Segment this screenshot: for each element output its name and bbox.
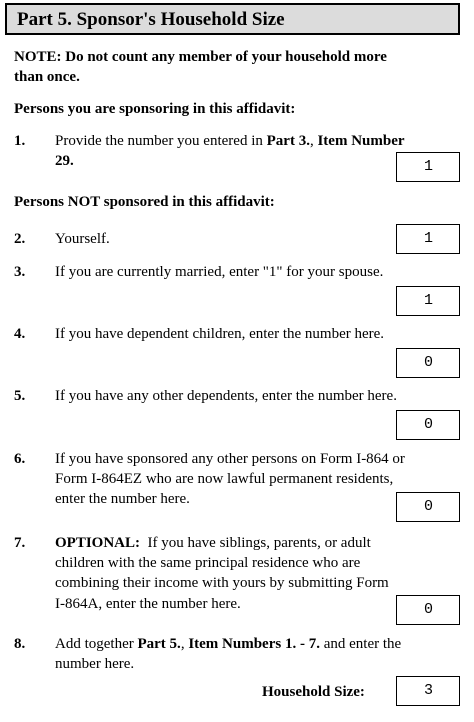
- item-7-optional-label: OPTIONAL:: [55, 535, 141, 551]
- note-line-1: NOTE: Do not count any member of your household more: [14, 49, 387, 65]
- note-line-2: than once.: [14, 69, 80, 85]
- item-8-number: 8.: [14, 636, 26, 652]
- item-8-part-ref: Part 5.: [137, 636, 181, 652]
- item-4-input[interactable]: 0: [396, 348, 460, 378]
- item-7-line-1-text: If you have siblings, parents, or adult: [140, 535, 371, 551]
- item-6-number: 6.: [14, 451, 26, 467]
- item-2-number: 2.: [14, 231, 26, 247]
- item-6-text-line-2: Form I-864EZ who are now lawful permanent residents,: [55, 471, 394, 487]
- item-7-text-line-4: I-864A, enter the number here.: [55, 596, 241, 612]
- item-1-input[interactable]: 1: [396, 152, 460, 182]
- item-7-text-line-1: [55, 533, 465, 553]
- item-1-part-ref: Part 3.: [266, 133, 310, 149]
- item-1-item-ref: Item Number: [317, 133, 405, 149]
- item-8-text-post: and enter the: [319, 636, 402, 652]
- item-7-input[interactable]: 0: [396, 595, 460, 625]
- item-2-text: Yourself.: [55, 231, 110, 247]
- item-1-number: 1.: [14, 133, 26, 149]
- item-8-text-pre: Add together: [55, 636, 138, 652]
- item-4-text: If you have dependent children, enter the number here.: [55, 326, 385, 342]
- item-6-text-line-3: enter the number here.: [55, 491, 190, 507]
- item-6-input[interactable]: 0: [396, 492, 460, 522]
- item-1-text-line-2: 29.: [55, 153, 74, 169]
- item-1-text-pre: Provide the number you entered in: [55, 133, 267, 149]
- item-3-number: 3.: [14, 264, 26, 280]
- section-header: [5, 3, 460, 35]
- item-8-comma: ,: [180, 636, 189, 652]
- item-3-text: If you are currently married, enter "1" for your spouse.: [55, 264, 384, 280]
- item-5-number: 5.: [14, 388, 26, 404]
- item-5-text: If you have any other dependents, enter the number here.: [55, 388, 397, 404]
- item-3-input[interactable]: 1: [396, 286, 460, 316]
- item-1-text: [55, 131, 465, 151]
- item-1-comma: ,: [309, 133, 318, 149]
- household-size-label: Household Size:: [262, 684, 365, 700]
- item-7-text-line-2: children with the same principal residence who are: [55, 555, 361, 571]
- sponsored-heading: Persons you are sponsoring in this affidavit:: [14, 101, 296, 117]
- item-5-input[interactable]: 0: [396, 410, 460, 440]
- item-6-text-line-1: If you have sponsored any other persons on Form I-864 or: [55, 451, 405, 467]
- item-8-text: [55, 634, 465, 654]
- item-4-number: 4.: [14, 326, 26, 342]
- household-size-input[interactable]: 3: [396, 676, 460, 706]
- not-sponsored-heading: Persons NOT sponsored in this affidavit:: [14, 194, 275, 210]
- item-7-number: 7.: [14, 535, 26, 551]
- item-8-item-ref: Item Numbers 1. - 7.: [188, 636, 320, 652]
- item-7-text-line-3: combining their income with yours by submitting Form: [55, 575, 389, 591]
- item-2-input[interactable]: 1: [396, 224, 460, 254]
- section-title: Part 5. Sponsor's Household Size: [17, 9, 285, 30]
- item-8-text-line-2: number here.: [55, 656, 135, 672]
